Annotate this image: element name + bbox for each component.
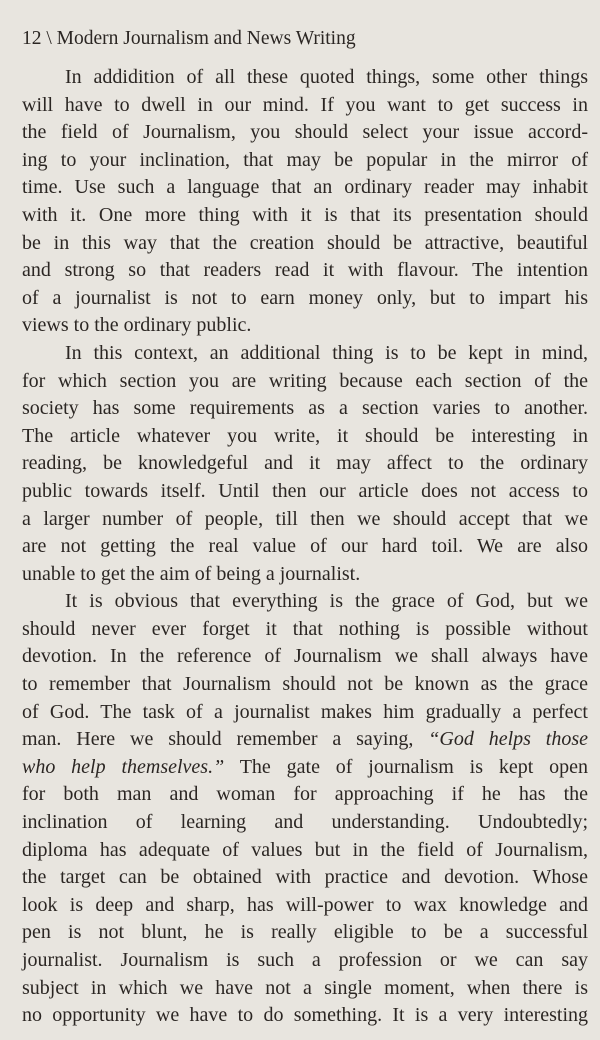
header-separator: \ [46,28,52,49]
text-line: for which section you are writing because each section of the [22,369,588,392]
paragraph [22,588,588,1030]
text-line: ing to your inclination, that may be popular in the mirror of [22,148,588,171]
running-header [22,28,356,50]
text-line: with it. One more thing with it is that its presentation should [22,203,588,226]
text-line: and strong so that readers read it with flavour. The intention [22,259,588,282]
text-line: The article whatever you write, it should be interesting in [22,424,588,447]
running-title: Modern Journalism and News Writing [56,28,356,49]
text-line: inclination of learning and understanding. Undoubtedly; [22,811,588,834]
text-line: society has some requirements as a section varies to another. [22,397,588,420]
text-line: to remember that Journalism should not be known as the grace [22,673,588,696]
text-line: the target can be obtained with practice and devotion. Whose [22,866,588,889]
text-line: pen is not blunt, he is really eligible to be a successful [22,921,588,944]
text-line [22,754,588,782]
text-line: devotion. In the reference of Journalism we shall always have [22,645,588,668]
italic-quote: who help themselves.” [22,755,225,778]
paragraph [22,64,588,340]
text-line: views to the ordinary public. [22,314,252,337]
text-line: diploma has adequate of values but in the field of Journalism, [22,838,588,861]
text-line: be in this way that the creation should be attractive, beautiful [22,231,588,254]
text-line [22,726,588,754]
text-line: are not getting the real value of our hard toil. We are also [22,535,588,558]
text-line: In this context, an additional thing is to be kept in mind, [65,341,588,364]
text-line: a larger number of people, till then we should accept that we [22,507,588,530]
text-segment: The gate of journalism is kept open [224,755,589,778]
text-line: for both man and woman for approaching if he has the [22,783,588,806]
text-line: no opportunity we have to do something. It is a very interesting [22,1004,588,1027]
text-line: of a journalist is not to earn money only, but to impart his [22,286,588,309]
italic-quote: “God helps those [428,728,589,751]
text-segment: man. Here we should remember a saying, [22,728,429,751]
text-line: the field of Journalism, you should select your issue accord- [22,121,588,144]
text-line: In addidition of all these quoted things, some other things [65,66,588,88]
text-line: time. Use such a language that an ordinary reader may inhabit [22,176,588,199]
text-line: reading, be knowledgeful and it may affect to the ordinary [22,452,588,475]
text-line: of God. The task of a journalist makes him gradually a perfect [22,700,588,723]
text-line: subject in which we have not a single moment, when there is [22,976,588,999]
text-line: journalist. Journalism is such a profession or we can say [22,949,588,971]
page-number: 12 [22,28,42,49]
text-line: should never ever forget it that nothing is possible without [22,617,588,640]
text-line: look is deep and sharp, has will-power to wax knowledge and [22,893,588,916]
text-line: public towards itself. Until then our article does not access to [22,479,588,502]
page-body [22,64,588,1030]
text-line: unable to get the aim of being a journalist. [22,562,361,585]
paragraph [22,340,588,588]
text-line: It is obvious that everything is the grace of God, but we [65,590,588,613]
text-line: will have to dwell in our mind. If you want to get success in [22,93,588,116]
